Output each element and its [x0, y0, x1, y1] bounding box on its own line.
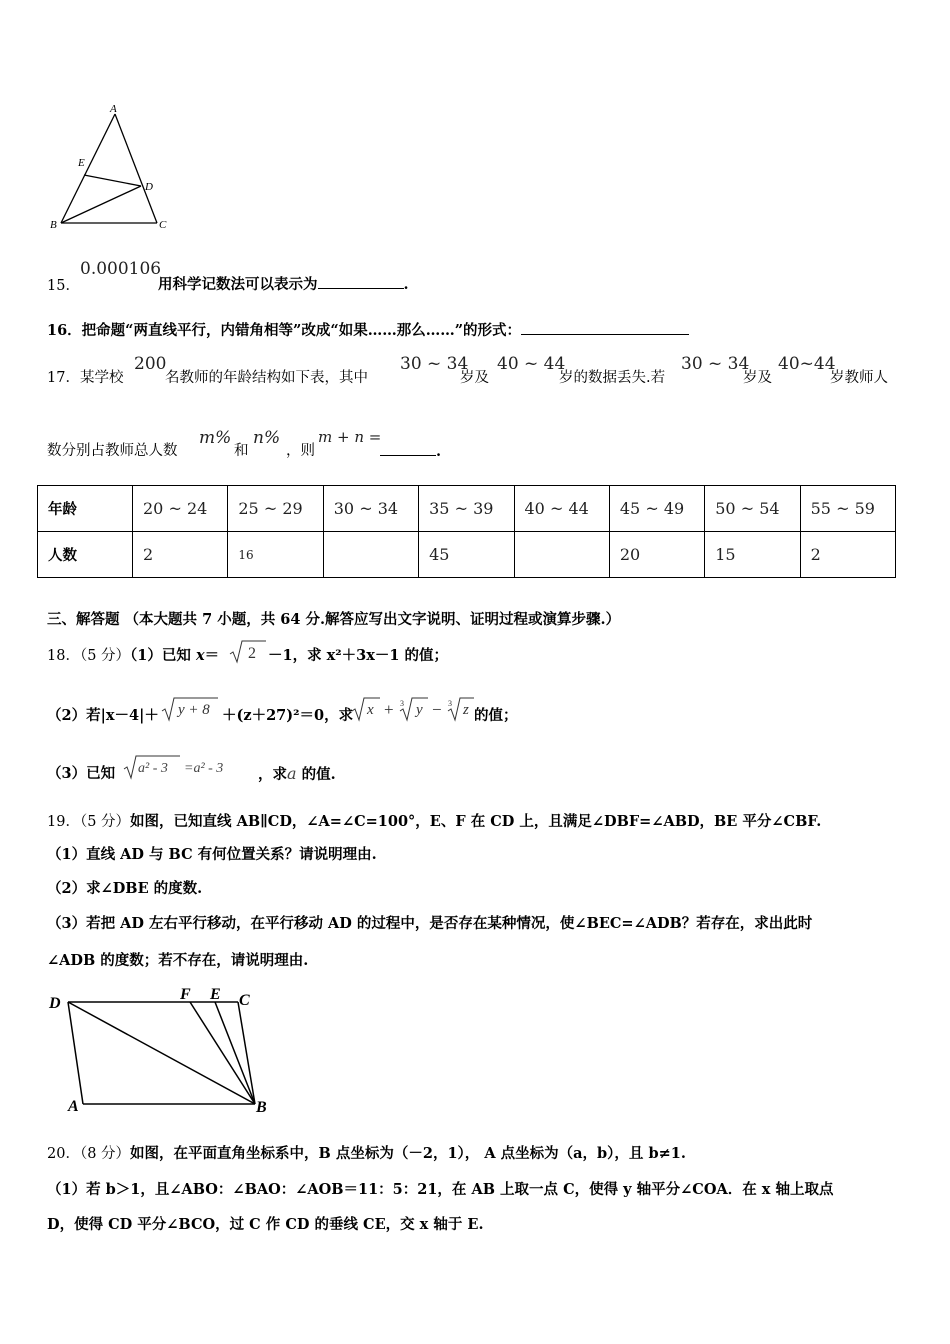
edge-da	[68, 1002, 83, 1104]
label-c: C	[239, 992, 250, 1009]
svg-text:x: x	[367, 702, 374, 718]
sqrt-y-plus-8	[160, 694, 220, 722]
q17-text-4: 岁的数据丢失.若	[559, 370, 666, 386]
label-b: B	[50, 219, 57, 231]
label-b: B	[256, 1099, 267, 1116]
q18-line-3a: （3）已知	[47, 765, 116, 782]
label-f: F	[180, 986, 191, 1003]
q19-line-4: （3）若把 AD 左右平行移动，在平行移动 AD 的过程中，是否存在某种情况，使∠BEC=∠ADB？若存在，求出此时	[47, 915, 813, 932]
label-e: E	[78, 157, 85, 169]
edge-fb	[190, 1002, 255, 1104]
q19-line-2: （1）直线 AD 与 BC 有何位置关系？请说明理由.	[47, 846, 377, 863]
table-cell: 30 ~ 34	[323, 486, 418, 532]
q19-line-1: 19．（5 分）如图，已知直线 AB∥CD，∠A=∠C=100°，E、F 在 CD 上，且满足∠DBF=∠ABD，BE 平分∠CBF.	[47, 813, 822, 830]
label-c: C	[159, 219, 167, 231]
label-d: D	[145, 181, 153, 193]
table-cell: 2	[800, 532, 895, 578]
age-table	[37, 485, 896, 578]
table-cell: 40 ~ 44	[514, 486, 609, 532]
edge-db	[68, 1002, 255, 1104]
q19-line-3: （2）求∠DBE 的度数.	[47, 880, 203, 897]
edge-ac	[115, 114, 157, 223]
svg-text:=a² - 3: =a² - 3	[184, 761, 224, 776]
q17-text-9: ，则	[286, 443, 315, 459]
svg-text:y: y	[416, 702, 423, 718]
age-header: 年龄	[38, 486, 133, 532]
q17-range-3: 30 ~ 34	[681, 354, 750, 374]
parallelogram-figure	[40, 982, 280, 1122]
svg-text:a² - 3: a² - 3	[138, 761, 168, 776]
q20-line-2: （1）若 b＞1，且∠ABO：∠BAO：∠AOB＝11：5：21，在 AB 上取一点 C，使得 y 轴平分∠COA．在 x 轴上取点	[47, 1181, 834, 1198]
table-cell: 45	[419, 532, 514, 578]
label-e: E	[210, 986, 221, 1003]
svg-text:3: 3	[448, 699, 452, 708]
q15-text: 用科学记数法可以表示为 .	[158, 276, 409, 293]
table-cell: 16	[228, 532, 323, 578]
table-cell	[514, 532, 609, 578]
svg-text:z: z	[463, 702, 469, 718]
q17-text-3: 岁及	[460, 370, 489, 386]
q16-text: 16．把命题“两直线平行，内错角相等”改成“如果……那么……”的形式：	[47, 320, 689, 341]
edge-eb	[215, 1002, 255, 1104]
q17-text-7: 数分别占教师总人数	[47, 443, 178, 459]
q17-expression: m + n =	[318, 428, 382, 446]
edge-ab	[61, 114, 115, 223]
sqrt-a-squared	[122, 752, 262, 780]
q17-answer: .	[380, 441, 441, 462]
label-d: D	[49, 995, 61, 1012]
q17-range-1: 30 ~ 34	[400, 354, 469, 374]
q20-line-1: 20．（8 分）如图，在平面直角坐标系中，B 点坐标为（－2，1）， A 点坐标为（a，b），且 b≠1.	[47, 1145, 686, 1162]
svg-text:3: 3	[400, 699, 404, 708]
sqrt-2	[228, 638, 268, 664]
table-cell	[323, 532, 418, 578]
edge-cb	[238, 1002, 255, 1104]
svg-text:+: +	[384, 700, 394, 719]
triangle-figure	[45, 100, 175, 235]
table-cell: 45 ~ 49	[609, 486, 704, 532]
edge-bd	[61, 186, 141, 223]
label-a: A	[68, 1098, 79, 1115]
table-cell: 20	[609, 532, 704, 578]
count-header: 人数	[38, 532, 133, 578]
label-a: A	[110, 103, 117, 115]
q15-number: 15．	[47, 278, 80, 294]
q17-text-5: 岁及	[743, 370, 772, 386]
svg-text:−: −	[432, 700, 442, 719]
table-row	[38, 532, 896, 578]
q17-range-2: 40 ~ 44	[497, 354, 566, 374]
q17-200: 200	[134, 354, 167, 374]
q19-line-5: ∠ADB 的度数；若不存在，请说明理由.	[47, 952, 309, 969]
sqrt-expression	[350, 694, 475, 722]
edge-ed	[84, 175, 141, 186]
table-cell: 25 ~ 29	[228, 486, 323, 532]
table-cell: 50 ~ 54	[705, 486, 800, 532]
q17-m-percent: m%	[199, 428, 232, 448]
q17-n-percent: n%	[253, 428, 281, 448]
svg-text:y + 8: y + 8	[178, 702, 210, 718]
table-cell: 15	[705, 532, 800, 578]
q20-line-3: D，使得 CD 平分∠BCO，过 C 作 CD 的垂线 CE，交 x 轴于 E.	[47, 1216, 484, 1233]
q18-line-1b: －1，求 x²＋3x－1 的值；	[268, 647, 449, 664]
q18-line-2c: 的值；	[474, 707, 518, 724]
table-cell: 35 ~ 39	[419, 486, 514, 532]
q17-number: 17．	[47, 370, 80, 386]
q17-range-4: 40~44	[778, 354, 836, 374]
q18-line-2a: （2）若|x－4|＋	[47, 707, 159, 724]
section-3-heading: 三、解答题 （本大题共 7 小题，共 64 分.解答应写出文字说明、证明过程或演算步骤.）	[47, 611, 621, 628]
table-cell: 55 ~ 59	[800, 486, 895, 532]
q18-line-1: 18．（5 分）（1）已知 x＝	[47, 647, 220, 664]
table-cell: 2	[133, 532, 228, 578]
table-cell: 20 ~ 24	[133, 486, 228, 532]
q17-text-2: 名教师的年龄结构如下表，其中	[165, 370, 368, 386]
svg-text:2: 2	[248, 645, 256, 662]
q18-line-2b: ＋(z＋27)²＝0，求	[222, 707, 354, 724]
q15-value: 0.000106	[80, 259, 162, 279]
q17-text-6: 岁教师人	[830, 370, 888, 386]
q18-line-3b: ，求a 的值.	[258, 764, 336, 783]
q17-text-1: 某学校	[80, 370, 124, 386]
table-row	[38, 486, 896, 532]
q17-text-8: 和	[234, 443, 249, 459]
